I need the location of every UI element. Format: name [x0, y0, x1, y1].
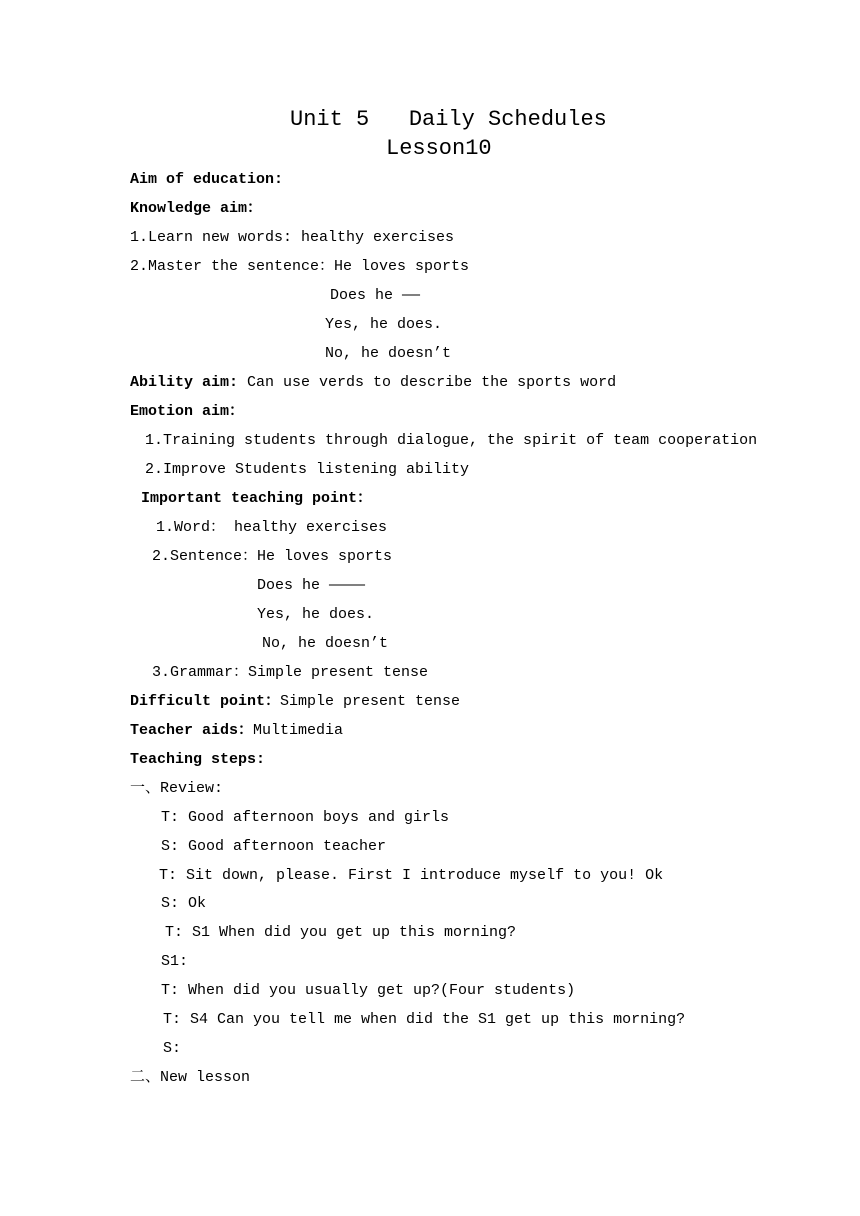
important-item-2a: Does he ———— — [257, 577, 366, 594]
review-line-4: S: Ok — [161, 895, 207, 912]
emotion-heading: Emotion aim： — [130, 403, 245, 420]
knowledge-item-1: 1.Learn new words: healthy exercises — [130, 229, 455, 246]
review-line-5: T: S1 When did you get up this morning? — [165, 924, 517, 941]
important-heading: Important teaching point： — [141, 490, 373, 507]
emotion-item-1: 1.Training students through dialogue, the spirit of team cooperation — [145, 432, 758, 449]
knowledge-item-2: 2.Master the sentence：He loves sports — [130, 258, 470, 275]
document-title: Unit 5 Daily Schedules — [290, 107, 607, 132]
review-line-2: S: Good afternoon teacher — [161, 838, 387, 855]
review-line-1: T: Good afternoon boys and girls — [161, 809, 450, 826]
knowledge-heading: Knowledge aim： — [130, 200, 263, 217]
knowledge-item-2a: Does he —— — [330, 287, 421, 304]
review-line-7: T: When did you usually get up?(Four students) — [161, 982, 576, 999]
ability-label: Ability aim: — [130, 374, 239, 391]
important-item-2b: Yes, he does. — [257, 606, 375, 623]
document-subtitle: Lesson10 — [386, 136, 492, 161]
steps-heading: Teaching steps: — [130, 751, 266, 768]
review-line-3: T: Sit down, please. First I introduce myself to you! Ok — [159, 867, 664, 884]
aids-line — [130, 723, 343, 738]
aids-text: Multimedia — [253, 722, 344, 739]
important-item-2c: No, he doesn’t — [262, 635, 389, 652]
knowledge-item-2c: No, he doesn’t — [325, 345, 452, 362]
review-line-6: S1: — [161, 953, 189, 970]
review-line-8: T: S4 Can you tell me when did the S1 get up this morning? — [163, 1011, 686, 1028]
review-heading: 一、Review: — [130, 780, 224, 797]
difficult-label: Difficult point： — [130, 693, 281, 710]
aim-heading: Aim of education: — [130, 171, 284, 188]
difficult-line — [130, 694, 460, 709]
review-line-9: S: — [163, 1040, 182, 1057]
important-item-3: 3.Grammar：Simple present tense — [152, 664, 429, 681]
difficult-text: Simple present tense — [280, 693, 461, 710]
ability-line — [130, 375, 616, 390]
emotion-item-2: 2.Improve Students listening ability — [145, 461, 470, 478]
knowledge-item-2b: Yes, he does. — [325, 316, 443, 333]
important-item-2: 2.Sentence：He loves sports — [152, 548, 393, 565]
new-lesson-heading: 二、New lesson — [130, 1069, 251, 1086]
ability-text: Can use verds to describe the sports word — [238, 374, 617, 391]
aids-label: Teacher aids： — [130, 722, 254, 739]
important-item-1: 1.Word： healthy exercises — [156, 519, 388, 536]
